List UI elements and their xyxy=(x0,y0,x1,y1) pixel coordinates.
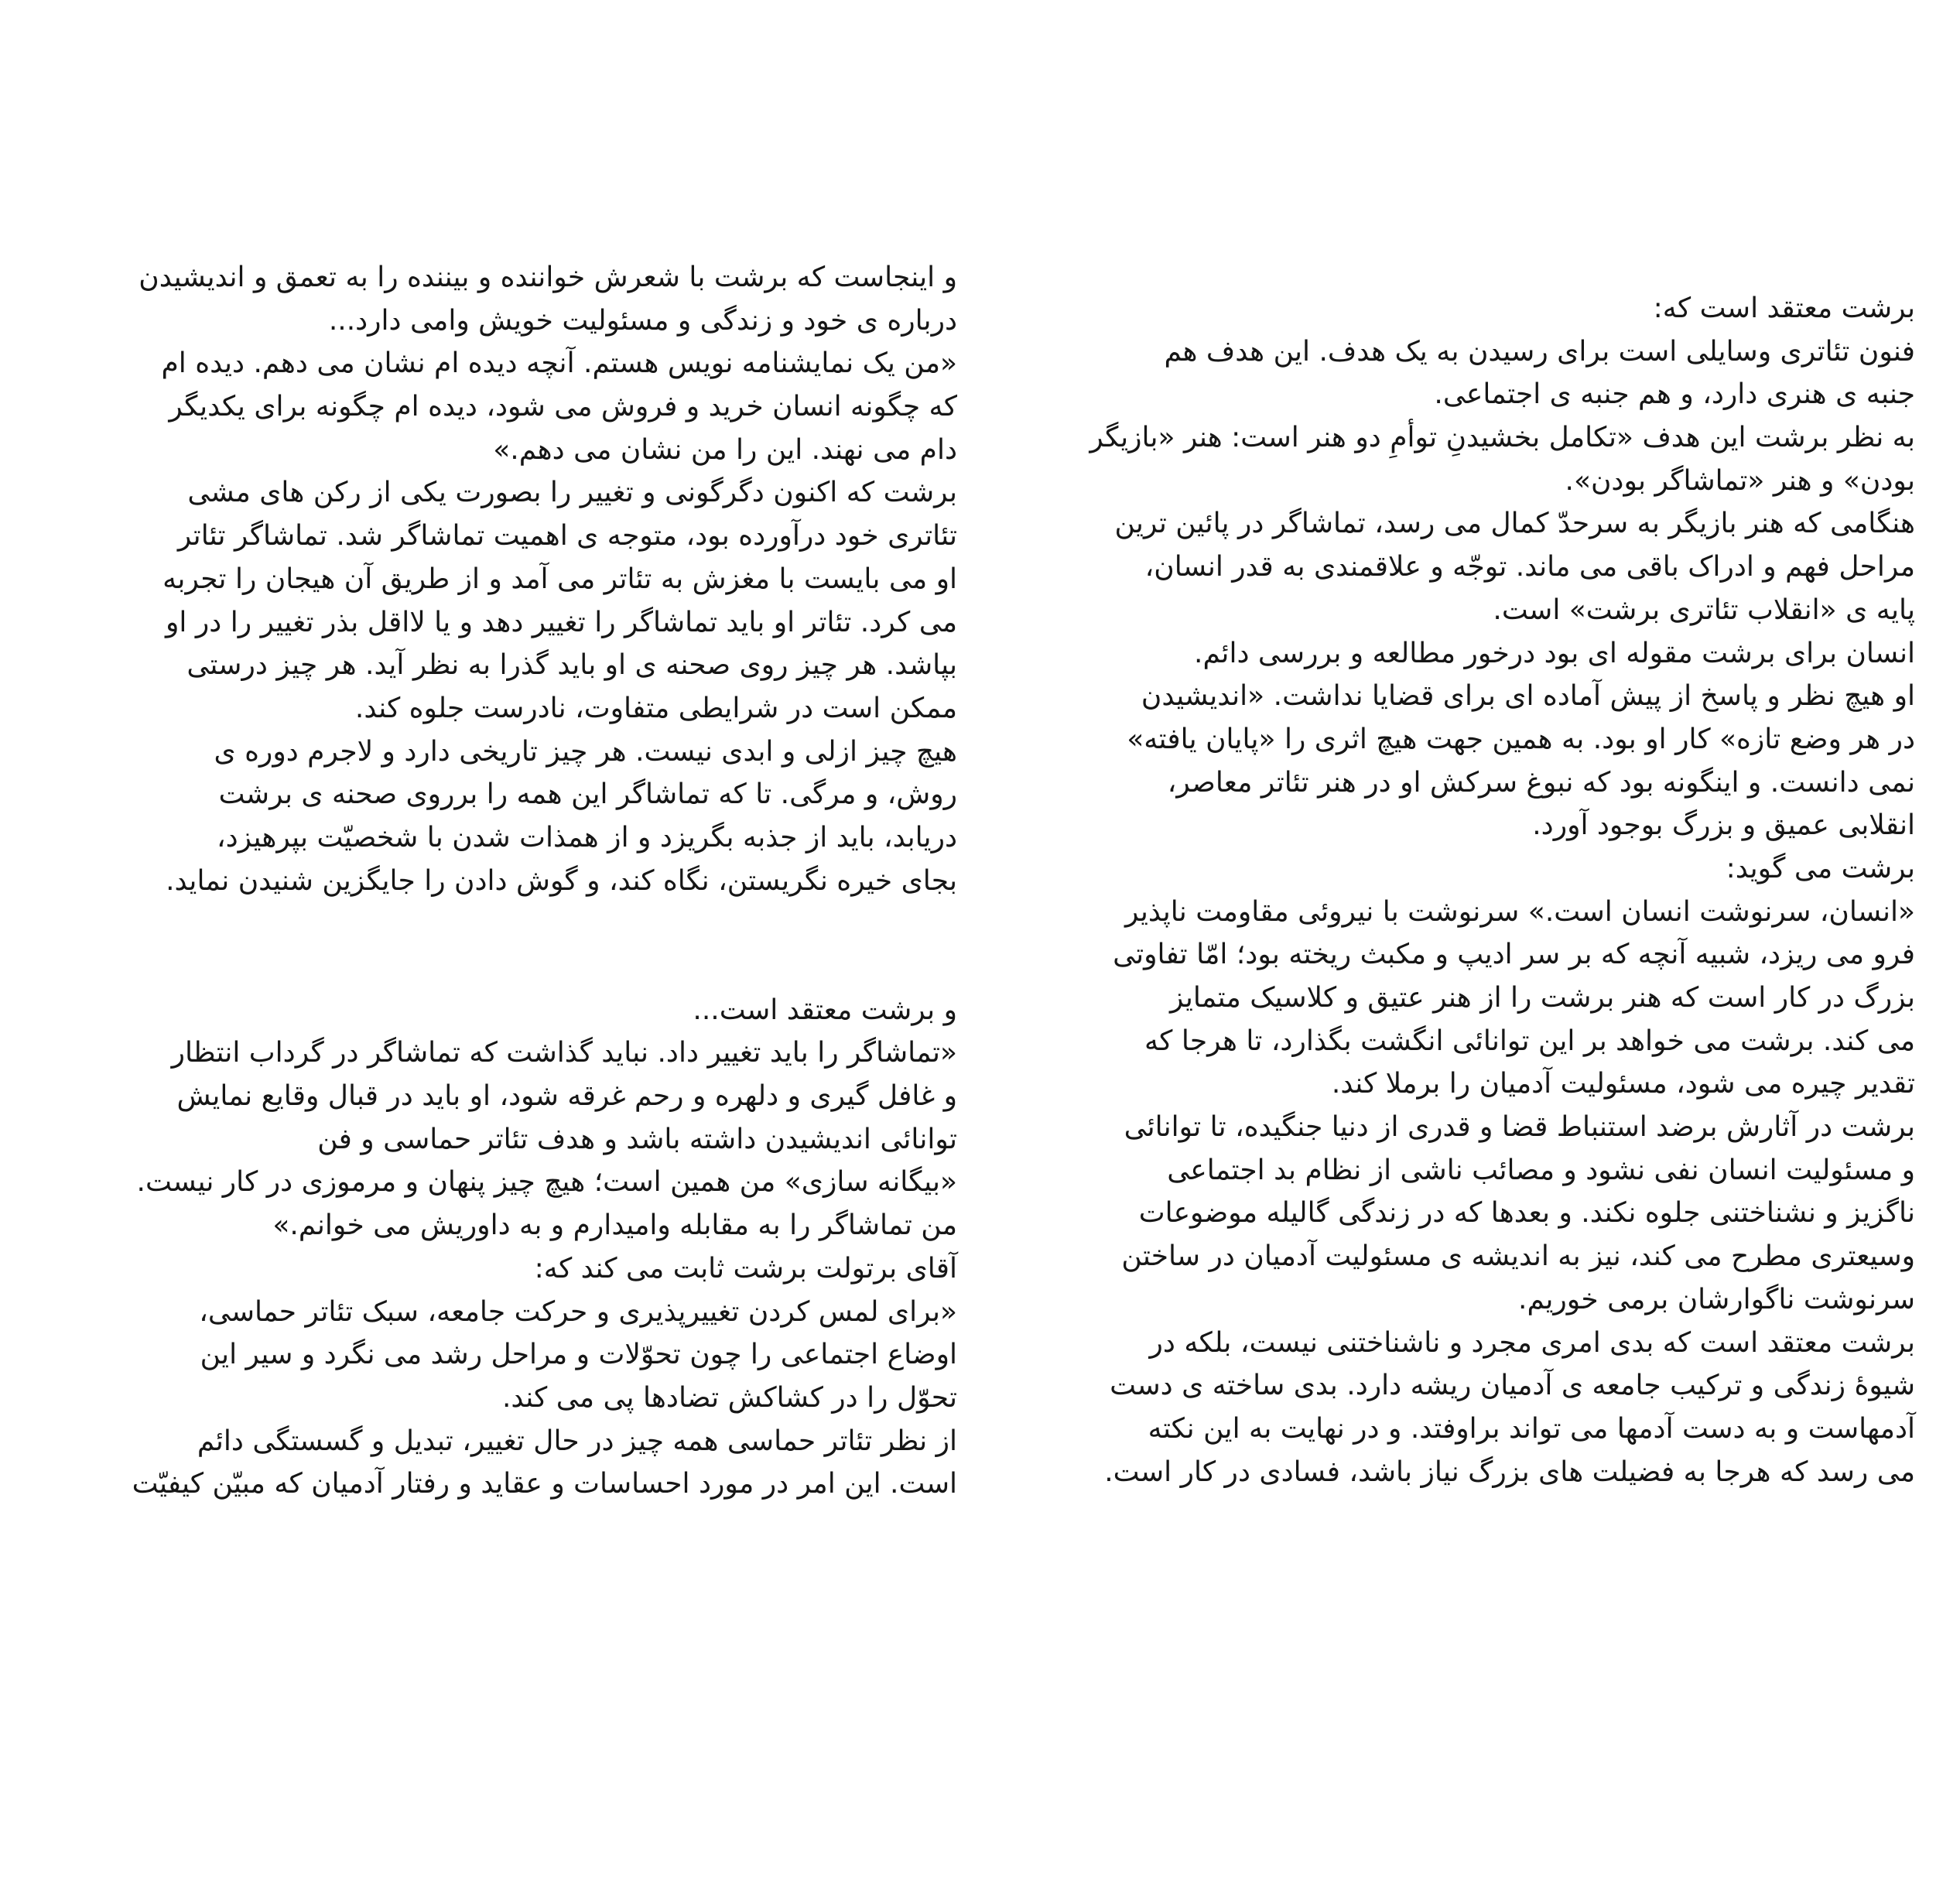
text-line: می رسد که هرجا به فضیلت های بزرگ نیاز باشد، فسادی در کار است. xyxy=(1104,1456,1915,1488)
text-line: تئاتری خود درآورده بود، متوجه ی اهمیت تماشاگر شد. تماشاگر تئاتر xyxy=(177,520,957,552)
text-line: بپاشد. هر چیز روی صحنه ی او باید گذرا به نظر آید. هر چیز درستی xyxy=(186,649,957,682)
text-line: برشت معتقد است که بدی امری مجرد و ناشناختنی نیست، بلکه در xyxy=(1149,1326,1915,1359)
text-line: سرنوشت ناگوارشان برمی خوریم. xyxy=(1518,1283,1915,1315)
text-line: تقدیر چیره می شود، مسئولیت آدمیان را برملا کند. xyxy=(1331,1068,1915,1100)
paragraph-gap xyxy=(74,946,957,989)
text-line: «برای لمس کردن تغییرپذیری و حرکت جامعه، سبک تئاتر حماسی، xyxy=(199,1295,957,1328)
text-line: هیچ چیز ازلی و ابدی نیست. هر چیز تاریخی دارد و لاجرم دوره ی xyxy=(214,735,957,768)
text-line: می کند. برشت می خواهد بر این توانائی انگشت بگذارد، تا هرجا که xyxy=(1144,1025,1915,1057)
text-line: برشت می گوید: xyxy=(1726,852,1915,884)
text-line: انقلابی عمیق و بزرگ بوجود آورد. xyxy=(1532,809,1915,842)
text-line: که چگونه انسان خرید و فروش می شود، دیده ام چگونه برای یکدیگر xyxy=(169,391,957,423)
text-line: و اینجاست که برشت با شعرش خواننده و بیننده را به تعمق و اندیشیدن xyxy=(139,262,957,293)
text-line: بودن» و هنر «تماشاگر بودن». xyxy=(1565,464,1915,497)
text-line: «تماشاگر را باید تغییر داد. نباید گذاشت که تماشاگر در گرداب انتظار xyxy=(171,1037,957,1069)
text-line: از نظر تئاتر حماسی همه چیز در حال تغییر، تبدیل و گسستگی دائم xyxy=(197,1425,957,1457)
text-line: هنگامی که هنر بازیگر به سرحدّ کمال می رسد، تماشاگر در پائین ترین xyxy=(1114,508,1915,540)
text-line: می کرد. تئاتر او باید تماشاگر را تغییر دهد و یا لااقل بذر تغییر را در او xyxy=(166,606,957,638)
text-line: اوضاع اجتماعی را چون تحوّلات و مراحل رشد می نگرد و سیر این xyxy=(200,1339,957,1371)
text-line: توانائی اندیشیدن داشته باشد و هدف تئاتر حماسی و فن xyxy=(317,1123,957,1155)
text-line: «بیگانه سازی» من همین است؛ هیچ چیز پنهان و مرموزی در کار نیست. xyxy=(136,1166,957,1199)
text-line: فنون تئاتری وسایلی است برای رسیدن به یک هدف. این هدف هم xyxy=(1164,335,1915,368)
text-line: و غافل گیری و دلهره و رحم غرقه شود، او باید در قبال وقایع نمایش xyxy=(176,1080,957,1113)
text-line: شیوهٔ زندگی و ترکیب جامعه ی آدمیان ریشه دارد. بدی ساخته ی دست xyxy=(1110,1370,1915,1402)
text-line: وسیعتری مطرح می کند، نیز به اندیشه ی مسئولیت آدمیان در ساختن xyxy=(1121,1240,1915,1273)
text-line: فرو می ریزد، شبیه آنچه که بر سر ادیپ و مکبث ریخته بود؛ امّا تفاوتی xyxy=(1113,939,1915,971)
text-line: تحوّل را در کشاکش تضادها پی می کند. xyxy=(501,1381,957,1414)
text-line: روش، و مرگی. تا که تماشاگر این همه را برروی صحنه ی برشت xyxy=(218,778,957,811)
text-line: و برشت معتقد است... xyxy=(693,994,957,1026)
text-line: در هر وضع تازه» کار او بود. به همین جهت هیچ اثری را «پایان یافته» xyxy=(1127,723,1915,755)
text-line: «من یک نمایشنامه نویس هستم. آنچه دیده ام نشان می دهم. دیده ام xyxy=(161,347,957,380)
text-line: برشت که اکنون دگرگونی و تغییر را بصورت یکی از رکن های مشی xyxy=(187,477,957,509)
text-line: من تماشاگر را به مقابله وامیدارم و به داوریش می خوانم.» xyxy=(272,1209,957,1242)
paragraph-gap xyxy=(74,902,957,946)
text-line: انسان برای برشت مقوله ای بود درخور مطالعه و بررسی دائم. xyxy=(1194,637,1915,669)
text-line: ممکن است در شرایطی متفاوت، نادرست جلوه کند. xyxy=(354,692,957,724)
text-line: دام می نهند. این را من نشان می دهم.» xyxy=(493,433,957,466)
text-line: بجای خیره نگریستن، نگاه کند، و گوش دادن را جایگزین شنیدن نماید. xyxy=(166,864,957,897)
right-text-column xyxy=(998,287,1915,1493)
text-line: برشت معتقد است که: xyxy=(1653,292,1915,324)
text-line: بزرگ در کار است که هنر برشت را از هنر عتیق و کلاسیک متمایز xyxy=(1170,982,1915,1014)
text-line: او هیچ نظر و پاسخ از پیش آماده ای برای قضایا نداشت. «اندیشیدن xyxy=(1141,680,1915,713)
text-line: آدمهاست و به دست آدمها می تواند براوفتد. و در نهایت به این نکته xyxy=(1148,1412,1915,1445)
text-line: جنبه ی هنری دارد، و هم جنبه ی اجتماعی. xyxy=(1434,378,1915,411)
text-line: ناگزیز و نشناختنی جلوه نکند. و بعدها که در زندگی گالیله موضوعات xyxy=(1138,1197,1915,1230)
text-line: نمی دانست. و اینگونه بود که نبوغ سرکش او در هنر تئاتر معاصر، xyxy=(1167,766,1915,799)
text-line: است. این امر در مورد احساسات و عقاید و رفتار آدمیان که مبیّن کیفیّت xyxy=(132,1468,957,1500)
text-line: او می بایست با مغزش به تئاتر می آمد و از طریق آن هیجان را تجربه xyxy=(162,563,957,595)
text-line: دریابد، باید از جذبه بگریزد و از همذات شدن با شخصیّت بپرهیزد، xyxy=(216,821,957,854)
text-line: «انسان، سرنوشت انسان است.» سرنوشت با نیروئی مقاومت ناپذیر xyxy=(1125,895,1915,928)
text-line: پایه ی «انقلاب تئاتری برشت» است. xyxy=(1493,594,1915,626)
text-line: آقای برتولت برشت ثابت می کند که: xyxy=(534,1252,957,1285)
text-line: درباره ی خود و زندگی و مسئولیت خویش وامی دارد... xyxy=(328,304,957,337)
text-line: مراحل فهم و ادراک باقی می ماند. توجّه و علاقمندی به قدر انسان، xyxy=(1144,551,1915,583)
text-line: برشت در آثارش برضد استنباط قضا و قدری از دنیا جنگیده، تا توانائی xyxy=(1124,1111,1915,1144)
left-text-column xyxy=(74,256,957,1506)
text-line: و مسئولیت انسان نفی نشود و مصائب ناشی از نظام بد اجتماعی xyxy=(1167,1154,1915,1186)
text-line: به نظر برشت این هدف «تکامل بخشیدنِ توأمِ دو هنر است: هنر «بازیگر xyxy=(1089,422,1915,454)
